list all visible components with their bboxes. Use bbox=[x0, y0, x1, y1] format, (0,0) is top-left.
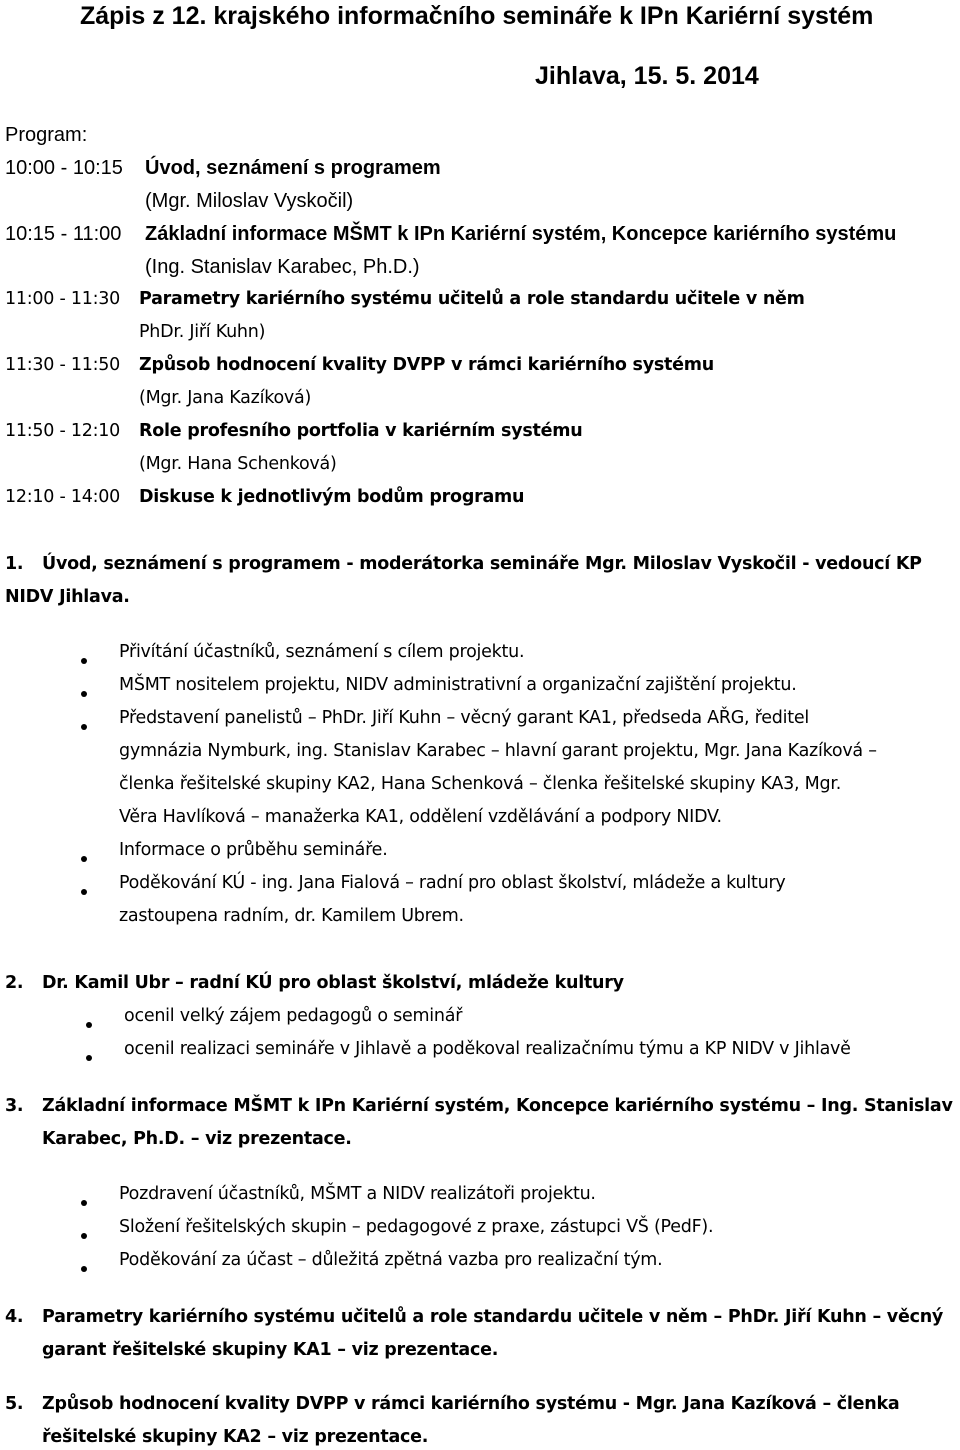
program-topic: Úvod, seznámení s programem bbox=[145, 157, 441, 179]
program-time: 11:30 - 11:50 bbox=[5, 355, 121, 375]
bullet-icon bbox=[81, 846, 87, 867]
bullet-icon bbox=[81, 1190, 87, 1211]
section-heading: garant řešitelské skupiny KA1 – viz prezentace. bbox=[42, 1340, 499, 1360]
program-topic: Diskuse k jednotlivým bodům programu bbox=[139, 487, 525, 507]
section-number: 1. bbox=[5, 554, 24, 574]
program-speaker: PhDr. Jiří Kuhn) bbox=[139, 322, 266, 342]
bullet-text: členka řešitelské skupiny KA2, Hana Schenková – členka řešitelské skupiny KA3, Mgr. bbox=[119, 774, 842, 794]
section-heading: Karabec, Ph.D. – viz prezentace. bbox=[42, 1129, 352, 1149]
program-speaker: (Mgr. Jana Kazíková) bbox=[139, 388, 312, 408]
bullet-text: Poděkování KÚ - ing. Jana Fialová – radní pro oblast školství, mládeže a kultury bbox=[119, 873, 786, 893]
bullet-text: zastoupena radním, dr. Kamilem Ubrem. bbox=[119, 906, 464, 926]
document-title: Zápis z 12. krajského informačního semináře k IPn Kariérní systém bbox=[80, 2, 874, 30]
program-speaker: (Ing. Stanislav Karabec, Ph.D.) bbox=[145, 256, 420, 278]
program-speaker: (Mgr. Miloslav Vyskočil) bbox=[145, 190, 354, 212]
section-heading: Dr. Kamil Ubr – radní KÚ pro oblast školství, mládeže kultury bbox=[42, 973, 624, 993]
bullet-icon bbox=[81, 648, 87, 669]
program-label: Program: bbox=[5, 124, 88, 146]
section-number: 5. bbox=[5, 1394, 24, 1414]
program-speaker: (Mgr. Hana Schenková) bbox=[139, 454, 337, 474]
bullet-text: Věra Havlíková – manažerka KA1, oddělení vzdělávání a podpory NIDV. bbox=[119, 807, 722, 827]
bullet-text: MŠMT nositelem projektu, NIDV administrativní a organizační zajištění projektu. bbox=[119, 675, 797, 695]
section-heading: Základní informace MŠMT k IPn Kariérní systém, Koncepce kariérního systému – Ing. Stanislav bbox=[42, 1096, 953, 1116]
program-time: 10:00 - 10:15 bbox=[5, 157, 123, 179]
section-heading: Způsob hodnocení kvality DVPP v rámci kariérního systému - Mgr. Jana Kazíková – členka bbox=[42, 1394, 900, 1414]
section-heading: NIDV Jihlava. bbox=[5, 587, 130, 607]
program-topic: Způsob hodnocení kvality DVPP v rámci kariérního systému bbox=[139, 355, 714, 375]
section-number: 3. bbox=[5, 1096, 24, 1116]
program-topic: Role profesního portfolia v kariérním systému bbox=[139, 421, 583, 441]
program-topic: Základní informace MŠMT k IPn Kariérní systém, Koncepce kariérního systému bbox=[145, 223, 897, 245]
bullet-text: ocenil velký zájem pedagogů o seminář bbox=[124, 1006, 463, 1026]
bullet-text: Přivítání účastníků, seznámení s cílem projektu. bbox=[119, 642, 525, 662]
bullet-icon bbox=[81, 681, 87, 702]
program-time: 12:10 - 14:00 bbox=[5, 487, 121, 507]
program-time: 10:15 - 11:00 bbox=[5, 223, 122, 245]
bullet-text: gymnázia Nymburk, ing. Stanislav Karabec – hlavní garant projektu, Mgr. Jana Kazíková – bbox=[119, 741, 877, 761]
bullet-text: ocenil realizaci semináře v Jihlavě a poděkoval realizačnímu týmu a KP NIDV v Jihlavě bbox=[124, 1039, 851, 1059]
bullet-icon bbox=[81, 1223, 87, 1244]
bullet-text: Představení panelistů – PhDr. Jiří Kuhn – věcný garant KA1, předseda AŘG, ředitel bbox=[119, 708, 809, 728]
program-time: 11:50 - 12:10 bbox=[5, 421, 121, 441]
bullet-text: Pozdravení účastníků, MŠMT a NIDV realizátoři projektu. bbox=[119, 1184, 596, 1204]
bullet-icon bbox=[86, 1045, 92, 1066]
section-number: 4. bbox=[5, 1307, 24, 1327]
section-heading: Úvod, seznámení s programem - moderátorka semináře Mgr. Miloslav Vyskočil - vedoucí KP bbox=[42, 554, 922, 574]
bullet-icon bbox=[81, 714, 87, 735]
bullet-icon bbox=[86, 1012, 92, 1033]
bullet-icon bbox=[81, 879, 87, 900]
section-heading: Parametry kariérního systému učitelů a role standardu učitele v něm – PhDr. Jiří Kuhn – věcný bbox=[42, 1307, 944, 1327]
section-number: 2. bbox=[5, 973, 24, 993]
section-heading: řešitelské skupiny KA2 – viz prezentace. bbox=[42, 1427, 429, 1447]
program-time: 11:00 - 11:30 bbox=[5, 289, 121, 309]
program-topic: Parametry kariérního systému učitelů a role standardu učitele v něm bbox=[139, 289, 805, 309]
bullet-text: Informace o průběhu semináře. bbox=[119, 840, 388, 860]
place-date: Jihlava, 15. 5. 2014 bbox=[535, 62, 759, 90]
bullet-icon bbox=[81, 1256, 87, 1277]
bullet-text: Poděkování za účast – důležitá zpětná vazba pro realizační tým. bbox=[119, 1250, 663, 1270]
bullet-text: Složení řešitelských skupin – pedagogové z praxe, zástupci VŠ (PedF). bbox=[119, 1217, 714, 1237]
